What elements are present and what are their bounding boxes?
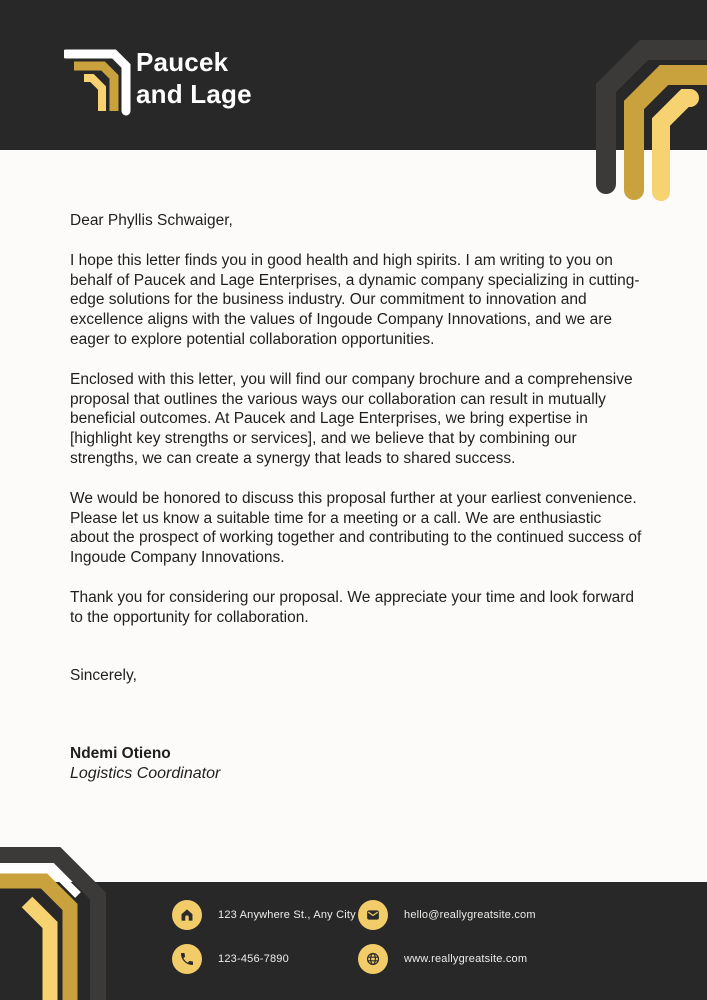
paragraph-4: Thank you for considering our proposal. We appreciate your time and look forward to the opportunity for collaboration.	[70, 588, 635, 626]
envelope-icon	[358, 900, 388, 930]
contact-phone	[172, 944, 289, 974]
contact-website	[358, 944, 527, 974]
contact-phone-text: 123-456-7890	[218, 953, 289, 965]
corner-bracket-decoration-bottom-left	[0, 845, 130, 1000]
paragraph-2: Enclosed with this letter, you will find our company brochure and a comprehensive proposal that outlines the various ways our collaboration can result in mutually beneficial outcomes. At Paucek and Lage Enterprises, we bring expertise in [highlight key strengths or services], and we believe that by combining our strengths, we can create a synergy that leads to shared success.	[70, 370, 633, 467]
closing: Sincerely,	[70, 666, 137, 684]
corner-bracket-decoration-top-right	[540, 0, 707, 210]
globe-icon	[358, 944, 388, 974]
contact-email	[358, 900, 536, 930]
brand-name-line2: and Lage	[136, 79, 252, 109]
paragraph-1: I hope this letter finds you in good health and high spirits. I am writing to you on behalf of Paucek and Lage Enterprises, a dynamic company specializing in cutting-edge solutions for the business industry. Our commitment to innovation and excellence aligns with the values of Ingoude Company Innovations, and we are eager to explore potential collaboration opportunities.	[70, 251, 640, 348]
letter-body	[70, 211, 642, 784]
brand-logo-icon	[64, 40, 134, 118]
contact-address	[172, 900, 356, 930]
salutation: Dear Phyllis Schwaiger,	[70, 212, 233, 229]
home-icon	[172, 900, 202, 930]
contact-address-text: 123 Anywhere St., Any City	[218, 909, 356, 921]
brand-name-line1: Paucek	[136, 47, 229, 77]
contact-email-text: hello@reallygreatsite.com	[404, 909, 536, 921]
brand-name	[136, 46, 252, 110]
phone-icon	[172, 944, 202, 974]
signer-title: Logistics Coordinator	[70, 765, 221, 783]
paragraph-3: We would be honored to discuss this proposal further at your earliest convenience. Please let us know a suitable time for a meeting or a call. We are enthusiastic about the prospect of working together and contributing to the continued success of Ingoude Company Innovations.	[70, 489, 642, 567]
contact-website-text: www.reallygreatsite.com	[404, 953, 528, 965]
signer-name: Ndemi Otieno	[70, 745, 171, 763]
